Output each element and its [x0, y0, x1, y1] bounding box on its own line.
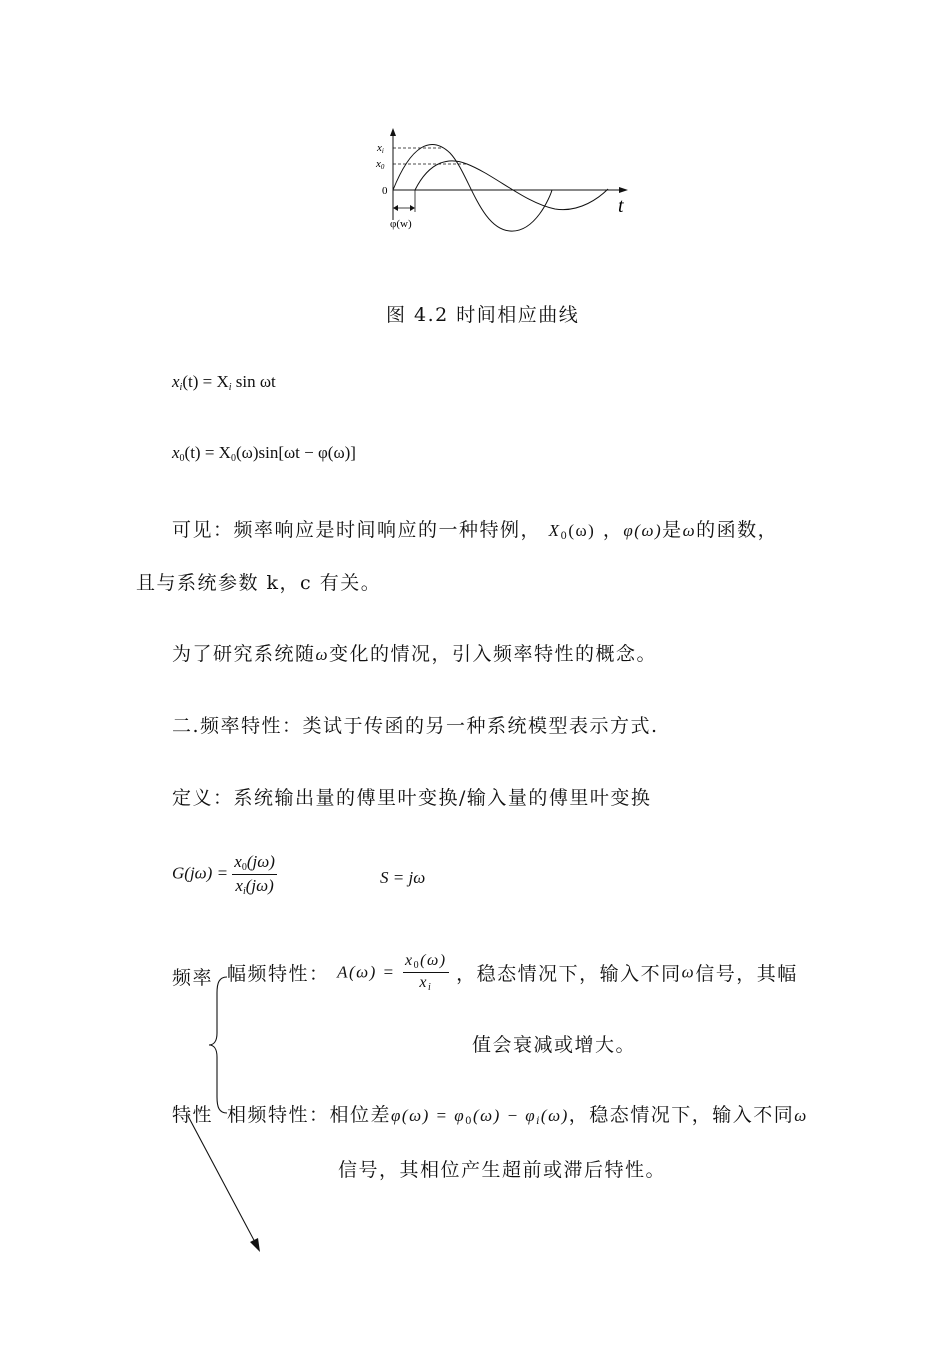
brace-left-top: 频率 [172, 967, 214, 989]
label-xi: xi [377, 142, 384, 155]
label-x0: x0 [376, 158, 385, 171]
x-axis-arrow [619, 187, 628, 193]
label-phi: φ(w) [390, 218, 412, 230]
y-axis-arrow [390, 128, 396, 136]
s-equals-jw: S = jω [380, 868, 426, 887]
input-curve [393, 145, 552, 232]
paragraph-2: 为了研究系统随ω变化的情况，引入频率特性的概念。 [172, 643, 658, 665]
paragraph-3: 二.频率特性：类试于传函的另一种系统模型表示方式. [172, 715, 659, 737]
paragraph-4: 定义：系统输出量的傅里叶变换/输入量的傅里叶变换 [172, 787, 652, 809]
label-t: t [618, 195, 624, 217]
phase-arrowhead-right [410, 205, 415, 211]
formula-x0: $x_0(t) = X_0(\omega)\sin[\omega t - \varphi(\omega)]$ [172, 443, 356, 464]
amplitude-desc-line-2: 值会衰减或增大。 [472, 1034, 637, 1056]
diagonal-arrowhead [250, 1238, 260, 1252]
transfer-definition: G(jω) = $\frac{x_0(j\omega)}{xi(j\omega)}$ [172, 852, 275, 897]
figure-caption: 图 4.2 时间相应曲线 [386, 304, 580, 326]
brace-left-bottom: 特性 [172, 1104, 214, 1126]
phase-desc-line-2: 信号，其相位产生超前或滞后特性。 [338, 1159, 667, 1181]
phase-row: 相频特性：相位差$\varphi(\omega) = \varphi_0(\omega) - \varphi i(\omega)$，稳态情况下，输入不同ω [227, 1104, 808, 1127]
formula-xi: xi(t) = Xi sin ωt [172, 372, 276, 393]
output-curve [415, 161, 608, 210]
amplitude-fraction: $\frac{x_0(\omega)}{xi}$ [405, 952, 447, 993]
amplitude-row: 幅频特性： A(ω) = $\frac{x_0(\omega)}{xi}$ ，稳态情况下，输入不同ω信号，其幅 [227, 952, 798, 993]
paragraph-1-line-2: 且与系统参数 k，c 有关。 [136, 572, 382, 594]
curly-brace [205, 975, 235, 1115]
time-response-figure [360, 125, 640, 240]
phase-arrowhead-left [393, 205, 398, 211]
diagonal-arrow [180, 1110, 280, 1260]
label-zero: 0 [382, 185, 388, 197]
transfer-fraction: $\frac{x_0(j\omega)}{xi(j\omega)}$ [234, 852, 275, 897]
paragraph-1-line-1: 可见：频率响应是时间响应的一种特例， $X_0(\omega)$ ，φ(ω)是ω的函数， [172, 519, 779, 542]
